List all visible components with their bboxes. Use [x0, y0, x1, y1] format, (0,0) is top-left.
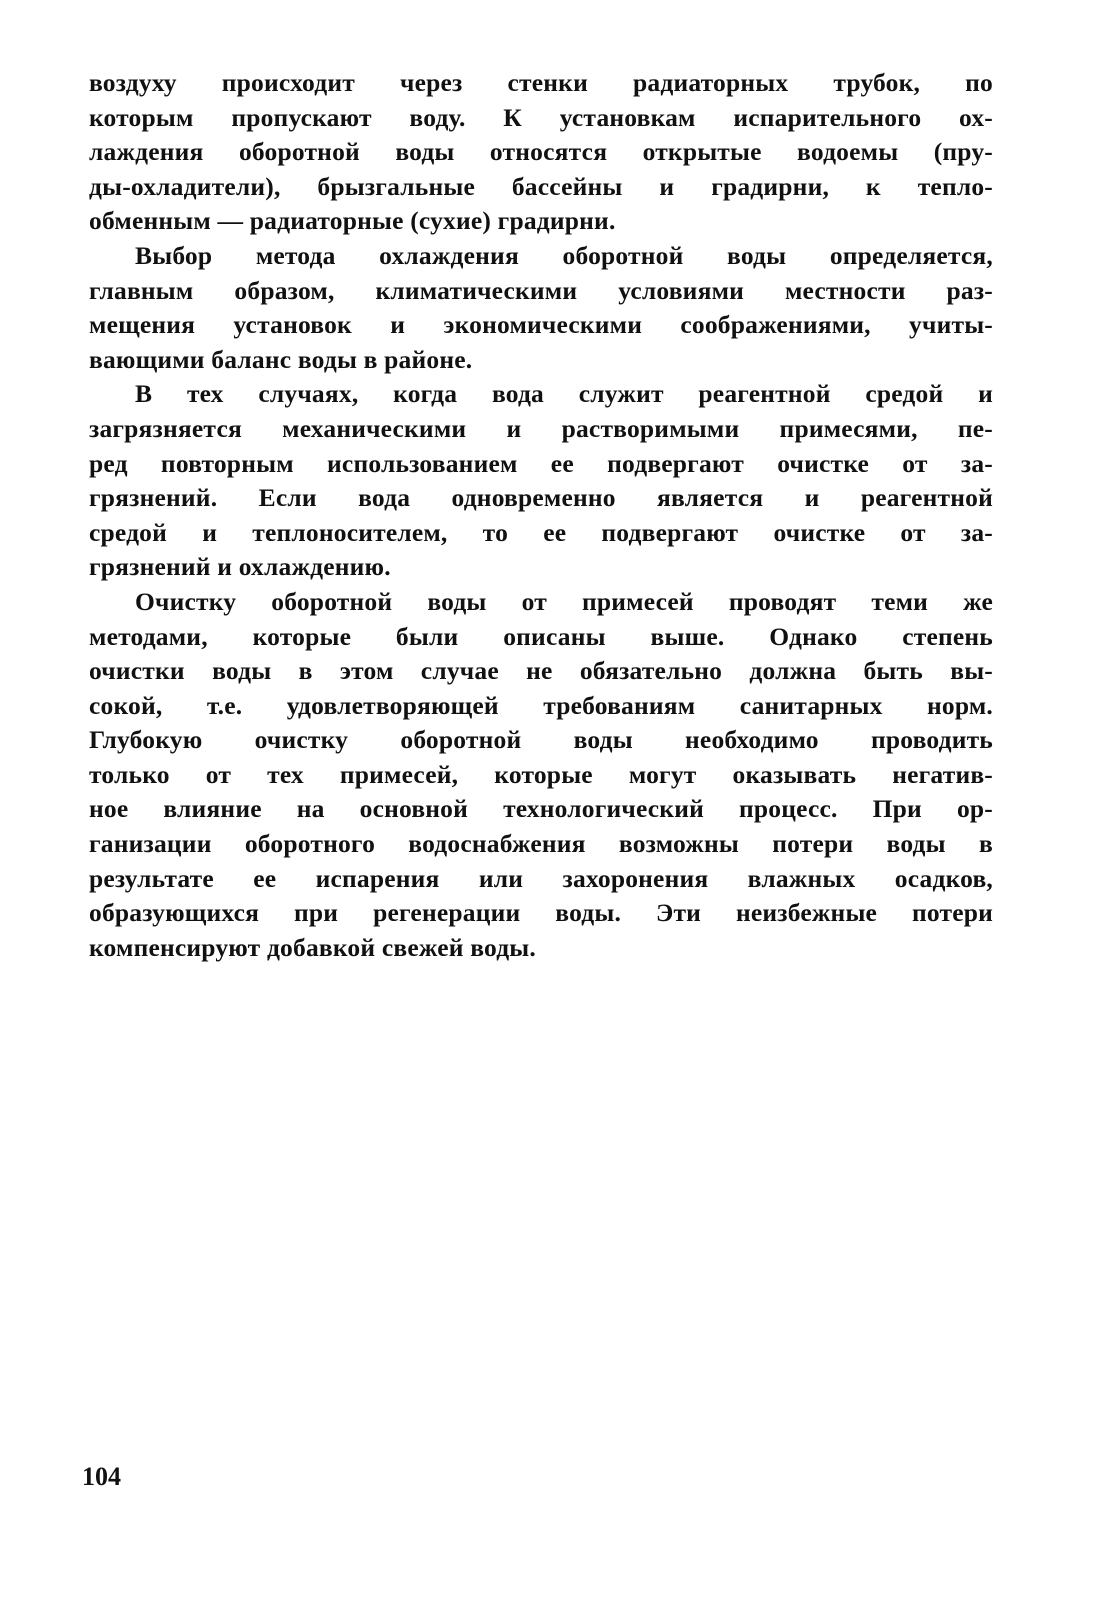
text-line: загрязняется механическими и растворимыми примесями, пе- — [89, 413, 993, 443]
text-line: лаждения оборотной воды относятся открытые водоемы (пру- — [89, 137, 993, 167]
paragraph-2 — [89, 239, 993, 377]
paragraph-1 — [89, 66, 993, 239]
paragraph-3 — [89, 377, 993, 585]
text-line: ды-охладители), брызгальные бассейны и градирни, к тепло- — [89, 171, 993, 201]
text-line: образующихся при регенерации воды. Эти неизбежные потери — [89, 898, 993, 928]
paragraph-4 — [89, 585, 993, 966]
text-line: В тех случаях, когда вода служит реагентной средой и — [135, 379, 993, 409]
text-line: компенсируют добавкой свежей воды. — [89, 932, 536, 962]
text-line: Глубокую очистку оборотной воды необходимо проводить — [89, 725, 993, 755]
text-line: результате ее испарения или захоронения влажных осадков, — [89, 863, 993, 893]
text-line: очистки воды в этом случае не обязательно должна быть вы- — [89, 656, 993, 686]
text-line: методами, которые были описаны выше. Однако степень — [89, 621, 993, 651]
text-line: вающими баланс воды в районе. — [89, 344, 473, 374]
text-line: ганизации оборотного водоснабжения возможны потери воды в — [89, 829, 993, 859]
text-line: главным образом, климатическими условиями местности раз- — [89, 275, 993, 305]
text-line: грязнений и охлаждению. — [89, 552, 391, 582]
text-line: сокой, т.е. удовлетворяющей требованиям санитарных норм. — [89, 690, 993, 720]
text-line: средой и теплоносителем, то ее подвергают очистке от за- — [89, 517, 993, 547]
text-line: только от тех примесей, которые могут оказывать негатив- — [89, 759, 993, 789]
text-line: грязнений. Если вода одновременно является и реагентной — [89, 483, 993, 513]
text-line: Очистку оборотной воды от примесей проводят теми же — [135, 586, 993, 616]
text-line: ное влияние на основной технологический процесс. При ор- — [89, 794, 993, 824]
text-line: воздуху происходит через стенки радиаторных трубок, по — [89, 68, 993, 97]
text-line: обменным — радиаторные (сухие) градирни. — [89, 206, 616, 236]
text-line: мещения установок и экономическими соображениями, учиты- — [89, 310, 993, 340]
text-line: ред повторным использованием ее подвергают очистке от за- — [89, 448, 993, 478]
text-line: которым пропускают воду. К установкам испарительного ох- — [89, 102, 993, 132]
page-number: 104 — [82, 1462, 121, 1491]
text-line: Выбор метода охлаждения оборотной воды определяется, — [135, 240, 993, 270]
body-text — [89, 66, 993, 965]
